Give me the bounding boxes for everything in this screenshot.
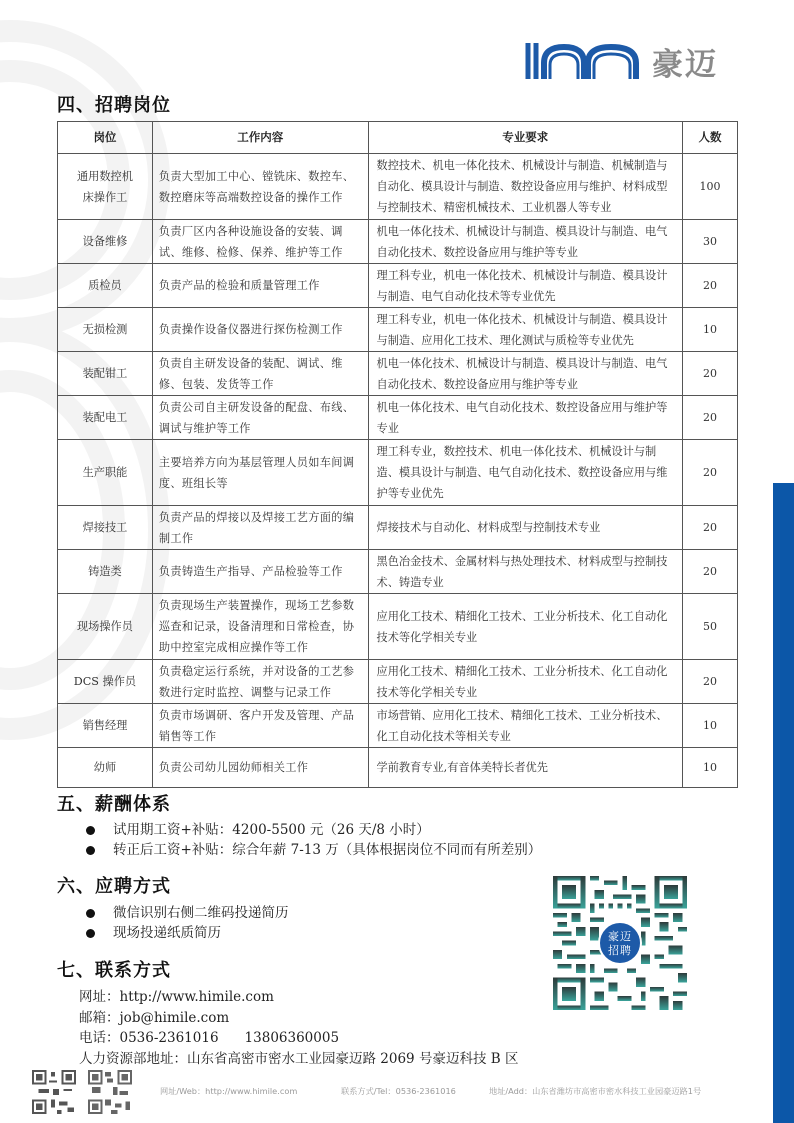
cell-requirement: 机电一体化技术、机械设计与制造、模具设计与制造、电气自动化技术、数控设备应用与维护等专业 <box>368 220 682 264</box>
table-row <box>58 594 738 660</box>
cell-position: 铸造类 <box>58 550 153 594</box>
cell-count: 20 <box>683 264 738 308</box>
cell-count: 20 <box>683 440 738 506</box>
cell-position: 生产职能 <box>58 440 153 506</box>
table-row <box>58 154 738 220</box>
header-requirement: 专业要求 <box>368 122 682 154</box>
cell-requirement: 黑色冶金技术、金属材料与热处理技术、材料成型与控制技术、铸造专业 <box>368 550 682 594</box>
table-row <box>58 550 738 594</box>
table-row <box>58 308 738 352</box>
cell-requirement: 数控技术、机电一体化技术、机械设计与制造、机械制造与自动化、模具设计与制造、数控设备应用与维护、材料成型与控制技术、精密机械技术、工业机器人等专业 <box>368 154 682 220</box>
footer-phone: 联系方式/Tel：0536-2361016 <box>341 1086 456 1096</box>
cell-duty: 负责现场生产装置操作，现场工艺参数巡查和记录，设备清理和日常检查，协助中控室完成相应操作等工作 <box>152 594 368 660</box>
cell-count: 20 <box>683 396 738 440</box>
website-label: 网址： <box>79 989 120 1005</box>
cell-position: 幼师 <box>58 748 153 788</box>
cell-duty: 负责公司自主研发设备的配盘、布线、调试与维护等工作 <box>152 396 368 440</box>
address-label: 人力资源部地址： <box>79 1050 187 1067</box>
table-row <box>58 506 738 550</box>
section-title-contact: 七、联系方式 <box>57 960 171 981</box>
cell-duty: 主要培养方向为基层管理人员如车间调度、班组长等 <box>152 440 368 506</box>
cell-count: 10 <box>683 704 738 748</box>
email-label: 邮箱： <box>79 1009 120 1026</box>
cell-count: 20 <box>683 506 738 550</box>
salary-item: 试用期工资+补贴：4200-5500 元（26 天/8 小时） <box>86 820 541 840</box>
logo-mark-icon <box>524 41 642 81</box>
jobs-table <box>57 121 738 788</box>
cell-duty: 负责产品的检验和质量管理工作 <box>152 264 368 308</box>
cell-requirement: 理工科专业，机电一体化技术、机械设计与制造、模具设计与制造、应用化工技术、理化测试与质检等专业优先 <box>368 308 682 352</box>
header-duty: 工作内容 <box>152 122 368 154</box>
table-row <box>58 440 738 506</box>
cell-count: 20 <box>683 550 738 594</box>
header-position: 岗位 <box>58 122 153 154</box>
header-count: 人数 <box>683 122 738 154</box>
phone-mobile: 13806360005 <box>244 1030 340 1046</box>
table-header-row <box>58 122 738 154</box>
qr-center-badge <box>598 921 642 965</box>
cell-position: 装配电工 <box>58 396 153 440</box>
cell-position: 通用数控机床操作工 <box>58 154 153 220</box>
footer-address: 地址/Add：山东省潍坊市高密市密水科技工业园豪迈路1号 <box>489 1086 702 1096</box>
cell-position: 焊接技工 <box>58 506 153 550</box>
cell-duty: 负责自主研发设备的装配、调试、维修、包装、发货等工作 <box>152 352 368 396</box>
side-accent-bar <box>773 483 794 1123</box>
address-text: 山东省高密市密水工业园豪迈路 2069 号豪迈科技 B 区 <box>187 1050 519 1067</box>
footer-qr-code-2-icon <box>88 1070 132 1114</box>
cell-count: 20 <box>683 352 738 396</box>
apply-item: 微信识别右侧二维码投递简历 <box>86 903 289 923</box>
cell-count: 100 <box>683 154 738 220</box>
table-row <box>58 264 738 308</box>
recruit-qr-code[interactable] <box>553 876 687 1010</box>
contact-email-row <box>79 1008 518 1029</box>
cell-duty: 负责操作设备仪器进行探伤检测工作 <box>152 308 368 352</box>
cell-position: 装配钳工 <box>58 352 153 396</box>
phone-landline: 0536-2361016 <box>119 1030 219 1046</box>
cell-duty: 负责铸造生产指导、产品检验等工作 <box>152 550 368 594</box>
cell-requirement: 学前教育专业,有音体美特长者优先 <box>368 748 682 788</box>
contact-address-row <box>79 1049 518 1070</box>
cell-duty: 负责市场调研、客户开发及管理、产品销售等工作 <box>152 704 368 748</box>
cell-duty: 负责产品的焊接以及焊接工艺方面的编制工作 <box>152 506 368 550</box>
cell-requirement: 理工科专业，数控技术、机电一体化技术、机械设计与制造、模具设计与制造、电气自动化技术、数控设备应用与维护等专业优先 <box>368 440 682 506</box>
table-row <box>58 220 738 264</box>
apply-item: 现场投递纸质简历 <box>86 923 289 943</box>
cell-count: 10 <box>683 308 738 352</box>
company-logo <box>524 38 764 84</box>
page-footer <box>0 1068 794 1118</box>
salary-item: 转正后工资+补贴：综合年薪 7-13 万（具体根据岗位不同而有所差别） <box>86 840 541 860</box>
cell-requirement: 机电一体化技术、机械设计与制造、模具设计与制造、电气自动化技术、数控设备应用与维护等专业 <box>368 352 682 396</box>
cell-position: 无损检测 <box>58 308 153 352</box>
salary-list <box>86 820 541 860</box>
cell-position: DCS 操作员 <box>58 660 153 704</box>
cell-count: 50 <box>683 594 738 660</box>
cell-duty: 负责稳定运行系统，并对设备的工艺参数进行定时监控、调整与记录工作 <box>152 660 368 704</box>
cell-requirement: 市场营销、应用化工技术、精细化工技术、工业分析技术、化工自动化技术等相关专业 <box>368 704 682 748</box>
contact-website-row <box>79 987 518 1008</box>
contact-block <box>79 987 518 1069</box>
footer-qr-code-1-icon <box>32 1070 76 1114</box>
website-link[interactable]: http://www.himile.com <box>119 989 274 1005</box>
table-row <box>58 352 738 396</box>
table-row <box>58 660 738 704</box>
cell-position: 销售经理 <box>58 704 153 748</box>
cell-position: 质检员 <box>58 264 153 308</box>
email-link[interactable]: job@himile.com <box>119 1009 230 1026</box>
table-row <box>58 396 738 440</box>
cell-count: 10 <box>683 748 738 788</box>
table-row <box>58 704 738 748</box>
section-title-salary: 五、薪酬体系 <box>57 794 171 815</box>
table-row <box>58 748 738 788</box>
cell-position: 设备维修 <box>58 220 153 264</box>
qr-badge-line1: 豪迈 <box>608 930 632 943</box>
footer-website[interactable]: 网址/Web：http://www.himile.com <box>160 1086 298 1096</box>
apply-list <box>86 903 289 943</box>
cell-requirement: 机电一体化技术、电气自动化技术、数控设备应用与维护等专业 <box>368 396 682 440</box>
cell-requirement: 应用化工技术、精细化工技术、工业分析技术、化工自动化技术等化学相关专业 <box>368 660 682 704</box>
section-title-jobs: 四、招聘岗位 <box>57 95 171 116</box>
qr-badge-line2: 招聘 <box>608 944 632 957</box>
cell-duty: 负责公司幼儿园幼师相关工作 <box>152 748 368 788</box>
phone-label: 电话： <box>79 1030 120 1046</box>
cell-requirement: 应用化工技术、精细化工技术、工业分析技术、化工自动化技术等化学相关专业 <box>368 594 682 660</box>
cell-requirement: 理工科专业，机电一体化技术、机械设计与制造、模具设计与制造、电气自动化技术等专业优先 <box>368 264 682 308</box>
cell-count: 30 <box>683 220 738 264</box>
cell-duty: 负责厂区内各种设施设备的安装、调试、维修、检修、保养、维护等工作 <box>152 220 368 264</box>
cell-count: 20 <box>683 660 738 704</box>
logo-text: 豪迈 <box>652 46 718 83</box>
cell-position: 现场操作员 <box>58 594 153 660</box>
cell-duty: 负责大型加工中心、镗铣床、数控车、数控磨床等高端数控设备的操作工作 <box>152 154 368 220</box>
contact-phone-row <box>79 1028 518 1049</box>
cell-requirement: 焊接技术与自动化、材料成型与控制技术专业 <box>368 506 682 550</box>
section-title-apply: 六、应聘方式 <box>57 876 171 897</box>
